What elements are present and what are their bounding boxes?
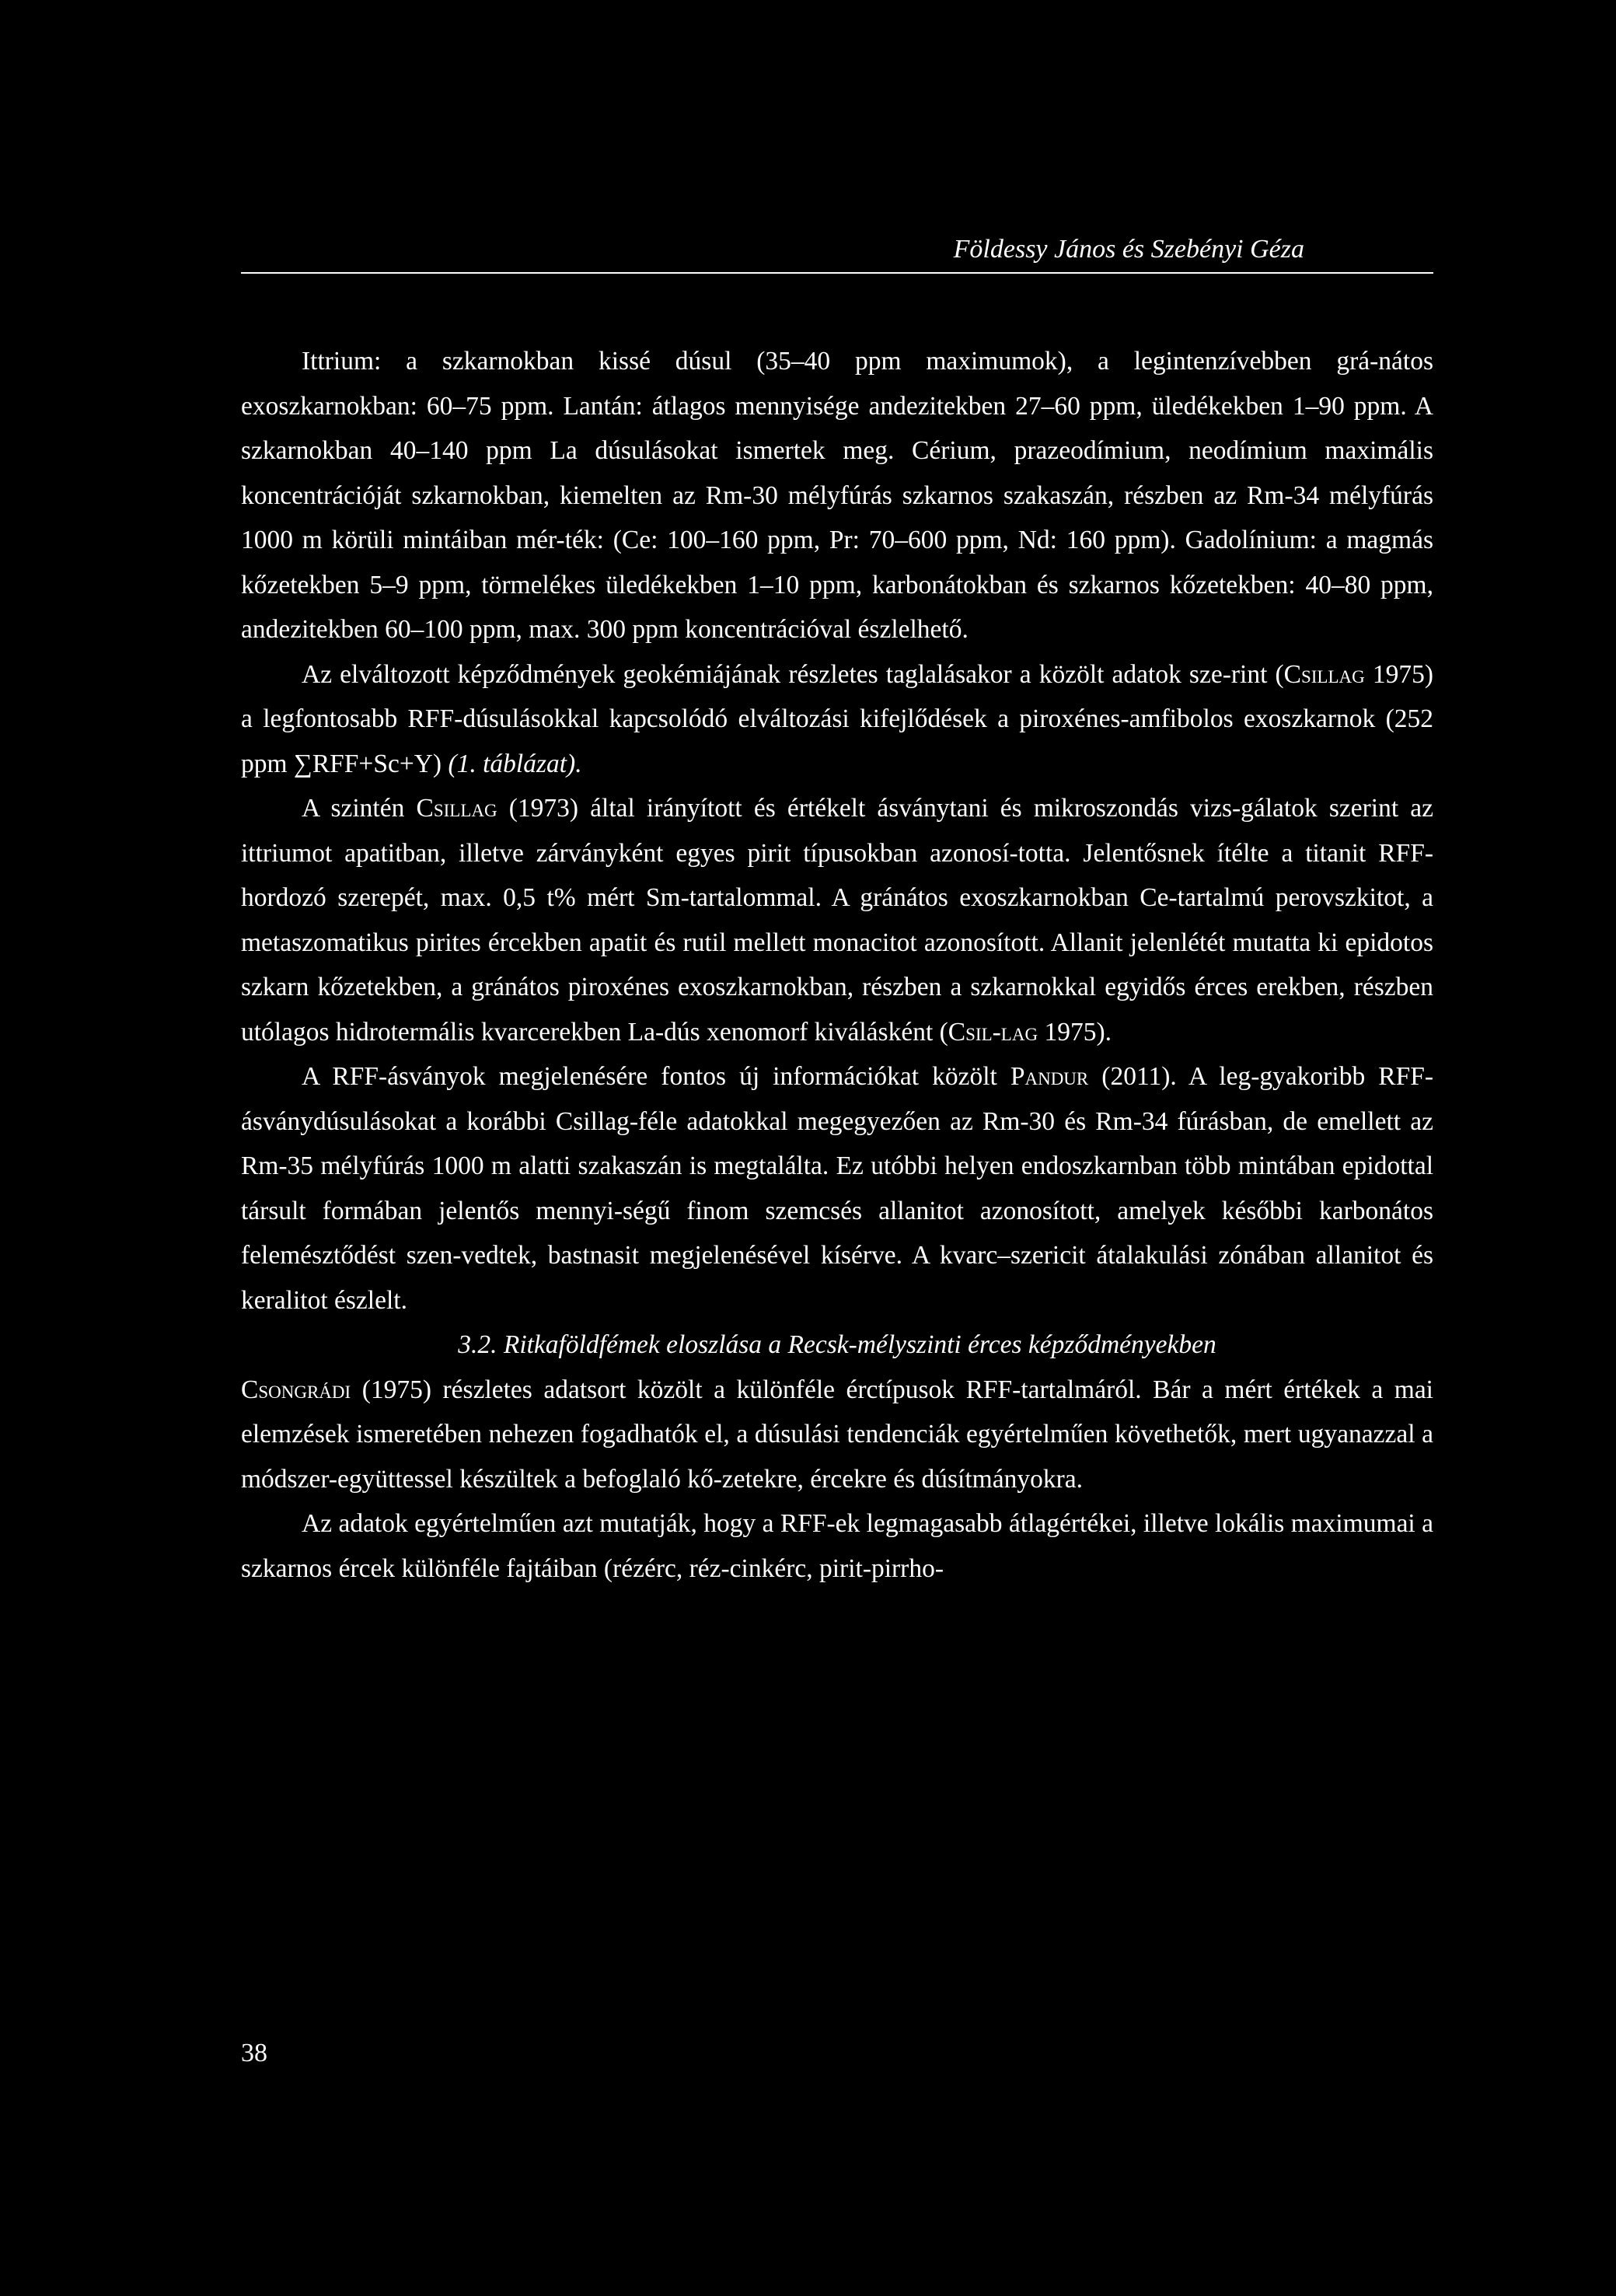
- paragraph-rff-minerals: [241, 1054, 1433, 1323]
- header-rule: [241, 272, 1433, 274]
- body-text: [241, 339, 1433, 1591]
- author-citation: Csongrádi: [241, 1375, 351, 1404]
- table-reference: (1. táblázat).: [448, 749, 582, 778]
- running-head: Földessy János és Szebényi Géza: [953, 235, 1304, 264]
- author-citation: Pandur: [1010, 1062, 1089, 1091]
- paragraph-data-trends: Az adatok egyértelműen azt mutatják, hogy a RFF-ek legmagasabb átlagértékei, illetve lokális maximumai a szkarnos ércek különféle fajtáiban (rézérc, réz-cinkérc, pirit-pirrho-: [241, 1509, 1433, 1583]
- paragraph-text: A RFF-ásványok megjelenésére fontos új információkat közölt: [302, 1062, 1010, 1091]
- paragraph-text: (2011). A leg-gyakoribb RFF-ásványdúsulásokat a korábbi Csillag-féle adatokkal megegyezően az Rm-30 és Rm-34 fúrásban, de emellett az Rm-35 mélyfúrás 1000 m alatti szakaszán is megtalálta. Ez utóbbi helyen endoszkarnban több mintában epidottal társult formában jelentős mennyi-ségű finom szemcsés allanitot azonosított, amelyek későbbi karbonátos felemésztődést szen-vedtek, bastnasit megjelenésével kísérve. A kvarc–szericit átalakulási zónában allanitot és keralitot észlelt.: [241, 1062, 1433, 1315]
- author-citation: Csillag: [1283, 659, 1365, 689]
- paragraph-mineralogy: [241, 786, 1433, 1054]
- author-citation: Csillag: [416, 794, 497, 823]
- paragraph-text: (1975) részletes adatsort közölt a különféle érctípusok RFF-tartalmáról. Bár a mért értékek a mai elemzések ismeretében nehezen fogadhatók el, a dúsulási tendenciák egyértelműen követhetők, mert ugyanazzal a módszer-együttessel készültek a befoglaló kő-zetekre, ércekre és dúsítmányokra.: [241, 1375, 1433, 1494]
- paragraph-text: A szintén: [302, 794, 417, 823]
- paragraph-text: 1975).: [1038, 1017, 1112, 1047]
- author-citation: Csil-lag: [948, 1017, 1038, 1047]
- paragraph-altered-formations: [241, 652, 1433, 787]
- paragraph-text: Az elváltozott képződmények geokémiájának részletes taglalásakor a közölt adatok sze-rint (: [302, 659, 1284, 689]
- paragraph-text: 1975) a legfontosabb RFF-dúsulásokkal kapcsolódó elváltozási kifejlődések a piroxénes-amfibolos exoszkarnok (252 ppm ∑RFF+Sc+Y): [241, 659, 1434, 778]
- paragraph-ittrium: Ittrium: a szkarnokban kissé dúsul (35–40 ppm maximumok), a legintenzívebben grá-nátos exoszkarnokban: 60–75 ppm. Lantán: átlagos mennyisége andezitekben 27–60 ppm, üledékekben 1–90 ppm. A szkarnokban 40–140 ppm La dúsulásokat ismertek meg. Cérium, prazeodímium, neodímium maximális koncentrációját szkarnokban, kiemelten az Rm-30 mélyfúrás szkarnos szakaszán, részben az Rm-34 mélyfúrás 1000 m körüli mintáiban mér-ték: (Ce: 100–160 ppm, Pr: 70–600 ppm, Nd: 160 ppm). Gadolínium: a magmás kőzetekben 5–9 ppm, törmelékes üledékekben 1–10 ppm, karbonátokban és szkarnos kőzetekben: 40–80 ppm, andezitekben 60–100 ppm, max. 300 ppm koncentrációval észlelhető.: [241, 347, 1433, 644]
- paragraph-text: (1973) által irányított és értékelt ásványtani és mikroszondás vizs-gálatok szerint az ittriumot apatitban, illetve zárványként egyes pirit típusokban azonosí-totta. Jelentősnek ítélte a titanit RFF-hordozó szerepét, max. 0,5 t% mért Sm-tartalommal. A gránátos exoszkarnokban Ce-tartalmú perovszkitot, a metaszomatikus pirites ércekben apatit és rutil mellett monacitot azonosított. Allanit jelenlétét mutatta ki epidotos szkarn kőzetekben, a gránátos piroxénes exoszkarnokban, részben a szkarnokkal egyidős érces erekben, részben utólagos hidrotermális kvarcerekben La-dús xenomorf kiválásként (: [241, 794, 1433, 1047]
- paragraph-csongradi: [241, 1368, 1433, 1502]
- page-number: 38: [241, 2039, 267, 2067]
- section-heading: 3.2. Ritkaföldfémek eloszlása a Recsk-mélyszinti érces képződményekben: [458, 1330, 1216, 1359]
